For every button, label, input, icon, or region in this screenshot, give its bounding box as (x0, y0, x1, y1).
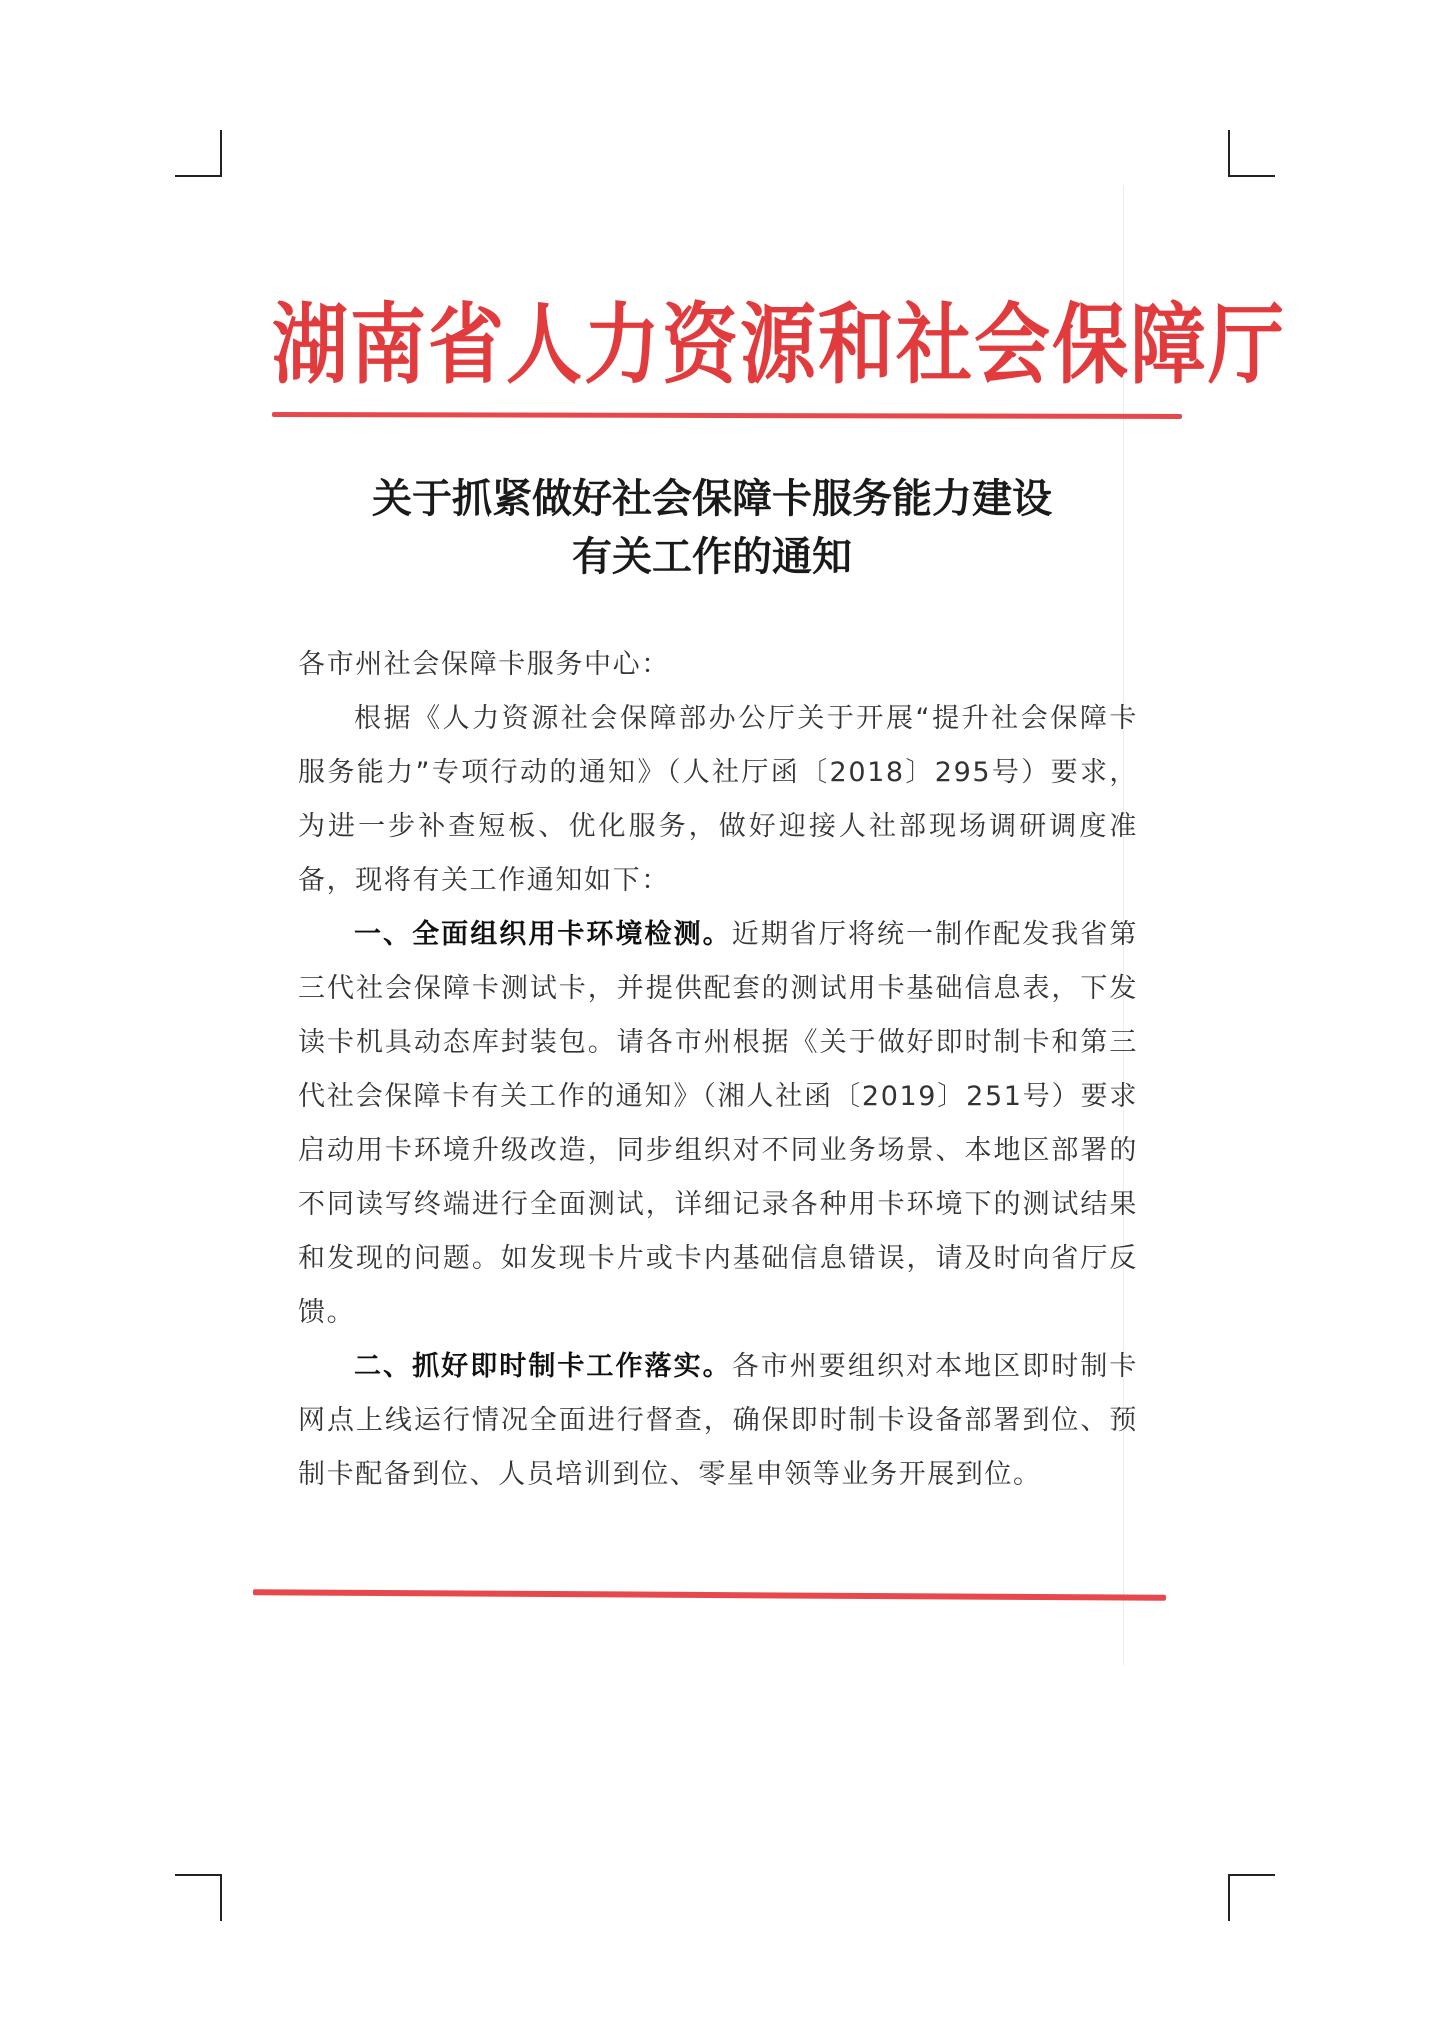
section-1-paragraph (298, 908, 1138, 1340)
salutation: 各市州社会保障卡服务中心： (298, 649, 670, 680)
notice-title-line-2: 有关工作的通知 (572, 533, 852, 580)
crop-mark-top-right (1228, 130, 1275, 177)
section-2-text: 各市州要组织对本地区即时制卡网点上线运行情况全面进行督查，确保即时制卡设备部署到位、预制卡配备到位、人员培训到位、零星申领等业务开展到位。 (298, 1351, 1138, 1490)
section-1-text: 近期省厅将统一制作配发我省第三代社会保障卡测试卡，并提供配套的测试用卡基础信息表，下发读卡机具动态库封装包。请各市州根据《关于做好即时制卡和第三代社会保障卡有关工作的通知》（湘人社函〔2019〕251号）要求启动用卡环境升级改造，同步组织对不同业务场景、本地区部署的不同读写终端进行全面测试，详细记录各种用卡环境下的测试结果和发现的问题。如发现卡片或卡内基础信息错误，请及时向省厅反馈。 (298, 919, 1138, 1328)
intro-paragraph: 根据《人力资源社会保障部办公厅关于开展“提升社会保障卡服务能力”专项行动的通知》（人社厅函〔2018〕295号）要求，为进一步补查短板、优化服务，做好迎接人社部现场调研调度准备，现将有关工作通知如下： (298, 703, 1138, 896)
section-2-paragraph (298, 1340, 1138, 1502)
notice-title (272, 470, 1152, 586)
crop-mark-bottom-left (175, 1874, 222, 1921)
crop-mark-top-left (175, 130, 222, 177)
notice-title-line-1: 关于抓紧做好社会保障卡服务能力建设 (372, 475, 1052, 522)
section-2-heading: 二、抓好即时制卡工作落实。 (354, 1351, 732, 1382)
crop-mark-bottom-right (1228, 1874, 1275, 1921)
letterhead-org-name: 湖南省人力资源和社会保障厅 (272, 293, 1286, 396)
notice-body (298, 638, 1138, 1502)
section-1-heading: 一、全面组织用卡环境检测。 (354, 919, 732, 950)
footer-red-rule (253, 1589, 1166, 1601)
